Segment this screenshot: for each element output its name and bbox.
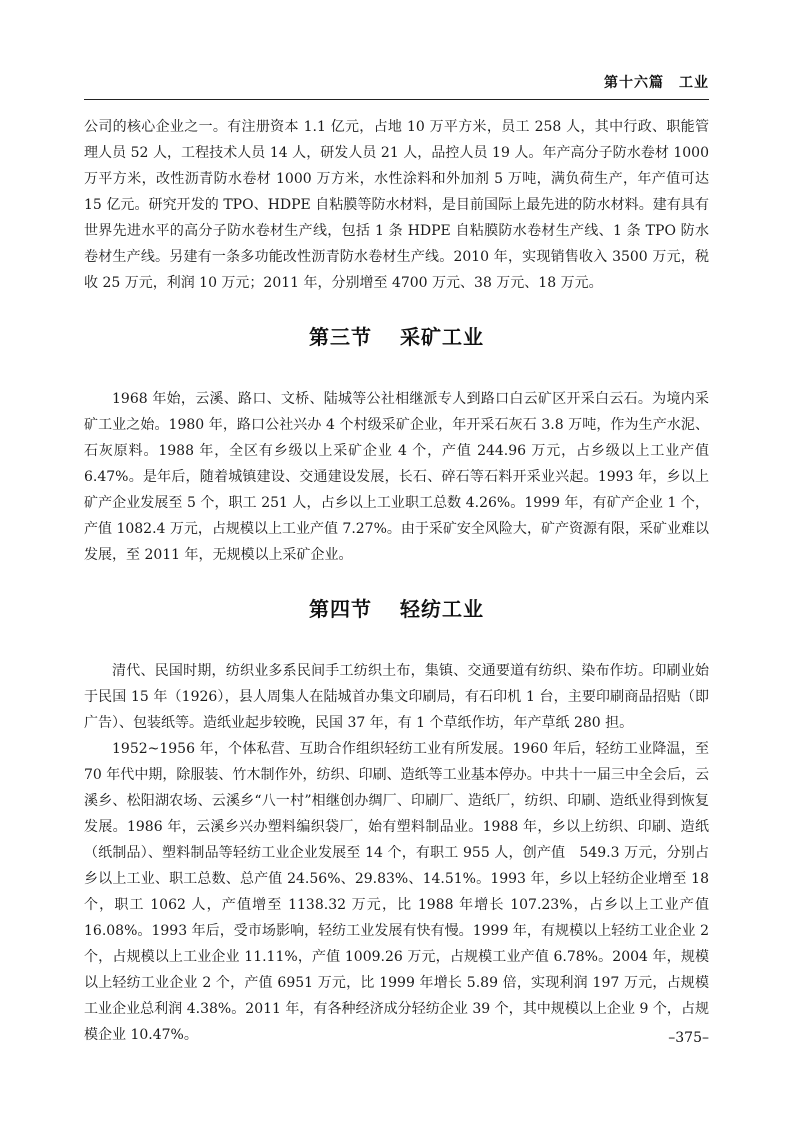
section-number: 第三节 bbox=[309, 325, 372, 349]
section-title-mining bbox=[84, 322, 709, 352]
section-number: 第四节 bbox=[309, 597, 372, 621]
section-name: 轻纺工业 bbox=[400, 597, 484, 621]
running-header: 第十六篇 工业 bbox=[604, 75, 709, 91]
paragraph: 1968 年始，云溪、路口、文桥、陆城等公社相继派专人到路口白云矿区开采白云石。为境内采矿工业之始。1980 年，路口公社兴办 4 个村级采矿企业，年开采石灰石 3.8 万吨，作为生产水泥、石灰原料。1988 年，全区有乡级以上采矿企业 4 个，产值 244.96 万元，占乡级以上工业产值 6.47%。是年后，随着城镇建设、交通建设发展，长石、碎石等石料开采业兴起。1993 年，乡以上矿产企业发展至 5 个，职工 251 人，占乡以上工业职工总数 4.26%。1999 年，有矿产企业 1 个，产值 1082.4 万元，占规模以上工业产值 7.27%。由于采矿安全风险大，矿产资源有限，采矿业难以发展，至 2011 年，无规模以上采矿企业。 bbox=[84, 391, 709, 563]
paragraph: 清代、民国时期，纺织业多系民间手工纺织土布，集镇、交通要道有纺织、染布作坊。印刷业始于民国 15 年（1926），县人周集人在陆城首办集文印刷局，有石印机 1 台，主要印刷商品招贴（即广告）、包装纸等。造纸业起步较晚，民国 37 年，有 1 个草纸作坊，年产草纸 280 担。 bbox=[84, 663, 709, 731]
continued-paragraph: 公司的核心企业之一。有注册资本 1.1 亿元，占地 10 万平方米，员工 258 人，其中行政、职能管理人员 52 人，工程技术人员 14 人，研发人员 21 人，品控人员 19 人。年产高分子防水卷材 1000 万平方米，改性沥青防水卷材 1000 万方米，水性涂料和外加剂 5 万吨，满负荷生产，年产值可达 15 亿元。研究开发的 TPO、HDPE 自粘膜等防水材料，是目前国际上最先进的防水材料。建有具有世界先进水平的高分子防水卷材生产线，包括 1 条 HDPE 自粘膜防水卷材生产线、1 条 TPO 防水卷材生产线。另建有一条多功能改性沥青防水卷材生产线。2010 年，实现销售收入 3500 万元，税收 25 万元，利润 10 万元；2011 年，分别增至 4700 万元、38 万元、18 万元。 bbox=[84, 119, 709, 291]
header-rule bbox=[84, 99, 709, 100]
section-name: 采矿工业 bbox=[400, 325, 484, 349]
page-number: –375– bbox=[668, 1030, 709, 1046]
paragraph: 1952~1956 年，个体私营、互助合作组织轻纺工业有所发展。1960 年后，轻纺工业降温，至 70 年代中期，除服装、竹木制作外，纺织、印刷、造纸等工业基本停办。中共十一届三中全会后，云溪乡、松阳湖农场、云溪乡“八一村”相继创办绸厂、印刷厂、造纸厂，纺织、印刷、造纸业得到恢复发展。1986 年，云溪乡兴办塑料编织袋厂，始有塑料制品业。1988 年，乡以上纺织、印刷、造纸（纸制品）、塑料制品等轻纺工业企业发展至 14 个，有职工 955 人，创产值 549.3 万元，分别占乡以上工业、职工总数、总产值 24.56%、29.83%、14.51%。1993 年，乡以上轻纺企业增至 18 个，职工 1062 人，产值增至 1138.32 万元，比 1988 年增长 107.23%，占乡以上工业产值 16.08%。1993 年后，受市场影响，轻纺工业发展有快有慢。1999 年，有规模以上轻纺工业企业 2 个，占规模以上工业企业 11.11%，产值 1009.26 万元，占规模工业产值 6.78%。2004 年，规模以上轻纺工业企业 2 个，产值 6951 万元，比 1999 年增长 5.89 倍，实现利润 197 万元，占规模工业企业总利润 4.38%。2011 年，有各种经济成分轻纺企业 39 个，其中规模以上企业 9 个，占规模企业 10.47%。 bbox=[84, 741, 709, 1043]
page-body bbox=[84, 114, 709, 1048]
section-title-light-textile bbox=[84, 594, 709, 624]
